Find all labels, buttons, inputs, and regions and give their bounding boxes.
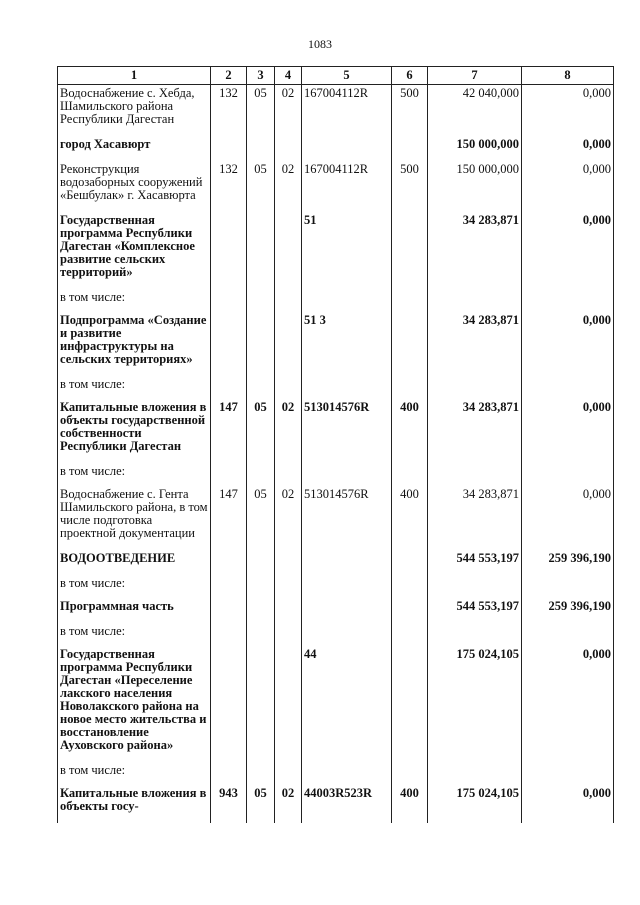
ministry-code-cell	[211, 289, 247, 312]
budget-table	[57, 66, 614, 823]
amount-col7-cell	[428, 463, 522, 486]
table-row	[58, 85, 614, 137]
expense-type-cell	[392, 598, 428, 623]
amount-col8-cell: 0,000	[522, 785, 614, 823]
row-name-cell: город Хасавюрт	[58, 136, 211, 161]
section-code-cell	[247, 312, 275, 376]
row-name-cell: в том числе:	[58, 463, 211, 486]
amount-col8-cell	[522, 289, 614, 312]
ministry-code-cell: 132	[211, 161, 247, 212]
row-name-cell: в том числе:	[58, 289, 211, 312]
table-row	[58, 136, 614, 161]
table-row	[58, 289, 614, 312]
ministry-code-cell	[211, 575, 247, 598]
subsection-code-cell	[275, 550, 302, 575]
column-header-6: 6	[392, 67, 428, 85]
ministry-code-cell	[211, 646, 247, 762]
amount-col7-cell	[428, 623, 522, 646]
section-code-cell	[247, 598, 275, 623]
table-row	[58, 623, 614, 646]
amount-col7-cell: 544 553,197	[428, 598, 522, 623]
amount-col7-cell	[428, 762, 522, 785]
section-code-cell: 05	[247, 161, 275, 212]
amount-col8-cell	[522, 762, 614, 785]
subsection-code-cell	[275, 598, 302, 623]
section-code-cell	[247, 575, 275, 598]
target-item-cell: 44003R523R	[302, 785, 392, 823]
amount-col7-cell: 150 000,000	[428, 136, 522, 161]
ministry-code-cell	[211, 762, 247, 785]
row-name-cell: Капитальные вложения в объекты государственной собственности Республики Дагестан	[58, 399, 211, 463]
amount-col8-cell: 259 396,190	[522, 550, 614, 575]
subsection-code-cell	[275, 575, 302, 598]
expense-type-cell: 400	[392, 399, 428, 463]
expense-type-cell	[392, 312, 428, 376]
expense-type-cell	[392, 762, 428, 785]
subsection-code-cell	[275, 762, 302, 785]
table-row	[58, 463, 614, 486]
target-item-cell: 51	[302, 212, 392, 289]
amount-col7-cell: 34 283,871	[428, 399, 522, 463]
ministry-code-cell	[211, 463, 247, 486]
amount-col8-cell: 0,000	[522, 85, 614, 137]
section-code-cell	[247, 463, 275, 486]
subsection-code-cell	[275, 136, 302, 161]
expense-type-cell: 400	[392, 785, 428, 823]
subsection-code-cell	[275, 212, 302, 289]
amount-col8-cell: 0,000	[522, 312, 614, 376]
amount-col7-cell	[428, 575, 522, 598]
table-row	[58, 785, 614, 823]
amount-col7-cell: 34 283,871	[428, 486, 522, 550]
expense-type-cell	[392, 289, 428, 312]
target-item-cell	[302, 463, 392, 486]
table-row	[58, 598, 614, 623]
ministry-code-cell	[211, 623, 247, 646]
amount-col8-cell	[522, 463, 614, 486]
table-row	[58, 646, 614, 762]
target-item-cell: 513014576R	[302, 399, 392, 463]
table-body	[58, 85, 614, 824]
column-header-1: 1	[58, 67, 211, 85]
row-name-cell: Водоснабжение с. Хебда, Шамильского района Республики Дагестан	[58, 85, 211, 137]
target-item-cell: 167004112R	[302, 85, 392, 137]
row-name-cell: Государственная программа Республики Дагестан «Переселение лакского населения Новолакского района на новое место жительства и восстановление Ауховского района»	[58, 646, 211, 762]
amount-col8-cell	[522, 376, 614, 399]
amount-col7-cell	[428, 376, 522, 399]
target-item-cell	[302, 575, 392, 598]
subsection-code-cell: 02	[275, 785, 302, 823]
section-code-cell: 05	[247, 486, 275, 550]
target-item-cell	[302, 550, 392, 575]
ministry-code-cell: 132	[211, 85, 247, 137]
amount-col8-cell: 0,000	[522, 212, 614, 289]
section-code-cell	[247, 762, 275, 785]
subsection-code-cell	[275, 312, 302, 376]
row-name-cell: Программная часть	[58, 598, 211, 623]
amount-col8-cell	[522, 575, 614, 598]
ministry-code-cell	[211, 376, 247, 399]
subsection-code-cell	[275, 289, 302, 312]
column-header-3: 3	[247, 67, 275, 85]
target-item-cell	[302, 136, 392, 161]
amount-col8-cell: 0,000	[522, 486, 614, 550]
table-row	[58, 212, 614, 289]
target-item-cell	[302, 376, 392, 399]
page-number: 1083	[308, 37, 332, 51]
ministry-code-cell	[211, 136, 247, 161]
expense-type-cell	[392, 550, 428, 575]
amount-col8-cell: 0,000	[522, 161, 614, 212]
section-code-cell	[247, 212, 275, 289]
row-name-cell: в том числе:	[58, 376, 211, 399]
target-item-cell: 167004112R	[302, 161, 392, 212]
target-item-cell: 51 3	[302, 312, 392, 376]
column-header-8: 8	[522, 67, 614, 85]
row-name-cell: в том числе:	[58, 762, 211, 785]
subsection-code-cell	[275, 376, 302, 399]
amount-col7-cell: 42 040,000	[428, 85, 522, 137]
row-name-cell: Государственная программа Республики Дагестан «Комплексное развитие сельских территорий»	[58, 212, 211, 289]
table-row	[58, 762, 614, 785]
column-header-5: 5	[302, 67, 392, 85]
target-item-cell	[302, 289, 392, 312]
target-item-cell	[302, 598, 392, 623]
row-name-cell: в том числе:	[58, 623, 211, 646]
ministry-code-cell	[211, 212, 247, 289]
amount-col8-cell: 259 396,190	[522, 598, 614, 623]
column-header-2: 2	[211, 67, 247, 85]
row-name-cell: Реконструкция водозаборных сооружений «Бешбулак» г. Хасавюрта	[58, 161, 211, 212]
column-header-7: 7	[428, 67, 522, 85]
amount-col8-cell: 0,000	[522, 399, 614, 463]
amount-col7-cell: 150 000,000	[428, 161, 522, 212]
amount-col7-cell: 34 283,871	[428, 312, 522, 376]
target-item-cell	[302, 623, 392, 646]
expense-type-cell	[392, 376, 428, 399]
section-code-cell	[247, 646, 275, 762]
subsection-code-cell: 02	[275, 399, 302, 463]
section-code-cell: 05	[247, 85, 275, 137]
subsection-code-cell	[275, 463, 302, 486]
table-row	[58, 550, 614, 575]
expense-type-cell: 500	[392, 161, 428, 212]
expense-type-cell	[392, 463, 428, 486]
subsection-code-cell	[275, 646, 302, 762]
expense-type-cell: 400	[392, 486, 428, 550]
expense-type-cell: 500	[392, 85, 428, 137]
section-code-cell	[247, 623, 275, 646]
expense-type-cell	[392, 212, 428, 289]
target-item-cell	[302, 762, 392, 785]
row-name-cell: ВОДООТВЕДЕНИЕ	[58, 550, 211, 575]
table-row	[58, 575, 614, 598]
table-row	[58, 399, 614, 463]
amount-col8-cell: 0,000	[522, 136, 614, 161]
section-code-cell	[247, 136, 275, 161]
expense-type-cell	[392, 646, 428, 762]
row-name-cell: в том числе:	[58, 575, 211, 598]
subsection-code-cell	[275, 623, 302, 646]
expense-type-cell	[392, 136, 428, 161]
ministry-code-cell: 943	[211, 785, 247, 823]
table-row	[58, 161, 614, 212]
row-name-cell: Подпрограмма «Создание и развитие инфраструктуры на сельских территориях»	[58, 312, 211, 376]
ministry-code-cell	[211, 598, 247, 623]
subsection-code-cell: 02	[275, 85, 302, 137]
table-row	[58, 486, 614, 550]
amount-col7-cell: 544 553,197	[428, 550, 522, 575]
amount-col8-cell	[522, 623, 614, 646]
ministry-code-cell	[211, 312, 247, 376]
amount-col7-cell	[428, 289, 522, 312]
ministry-code-cell: 147	[211, 399, 247, 463]
table-row	[58, 376, 614, 399]
amount-col7-cell: 175 024,105	[428, 646, 522, 762]
amount-col8-cell: 0,000	[522, 646, 614, 762]
column-number-header-row	[58, 67, 614, 85]
row-name-cell: Капитальные вложения в объекты госу-	[58, 785, 211, 823]
section-code-cell	[247, 376, 275, 399]
ministry-code-cell: 147	[211, 486, 247, 550]
column-header-4: 4	[275, 67, 302, 85]
ministry-code-cell	[211, 550, 247, 575]
table-row	[58, 312, 614, 376]
subsection-code-cell: 02	[275, 486, 302, 550]
amount-col7-cell: 175 024,105	[428, 785, 522, 823]
row-name-cell: Водоснабжение с. Гента Шамильского района, в том числе подготовка проектной документации	[58, 486, 211, 550]
section-code-cell	[247, 289, 275, 312]
target-item-cell: 513014576R	[302, 486, 392, 550]
expense-type-cell	[392, 623, 428, 646]
subsection-code-cell: 02	[275, 161, 302, 212]
section-code-cell: 05	[247, 785, 275, 823]
section-code-cell	[247, 550, 275, 575]
expense-type-cell	[392, 575, 428, 598]
target-item-cell: 44	[302, 646, 392, 762]
amount-col7-cell: 34 283,871	[428, 212, 522, 289]
section-code-cell: 05	[247, 399, 275, 463]
